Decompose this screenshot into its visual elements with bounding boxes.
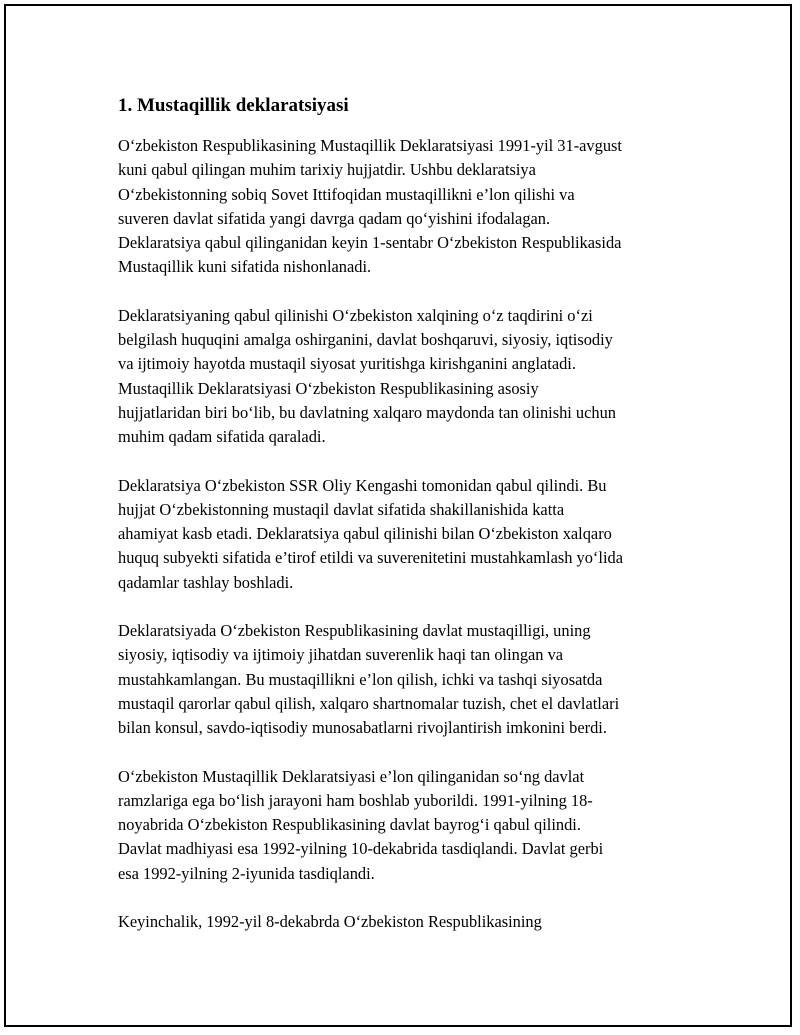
text-line: muhim qadam sifatida qaraladi.: [118, 427, 326, 447]
text-line: huquq subyekti sifatida e’tirof etildi va suverenitetini mustahkamlash yo‘lida: [118, 548, 623, 568]
text-line: Deklaratsiyada O‘zbekiston Respublikasining davlat mustaqilligi, uning: [118, 621, 591, 641]
text-line: Deklaratsiya O‘zbekiston SSR Oliy Kengashi tomonidan qabul qilindi. Bu: [118, 475, 607, 495]
text-line: ramzlariga ega bo‘lish jarayoni ham boshlab yuborildi. 1991-yilning 18-: [118, 790, 593, 810]
text-line: siyosiy, iqtisodiy va ijtimoiy jihatdan suverenlik haqi tan olingan va: [118, 645, 564, 665]
section-title: 1. Mustaqillik deklaratsiyasi: [118, 95, 349, 116]
text-line: qadamlar tashlay boshladi.: [118, 572, 294, 592]
text-line: Mustaqillik Deklaratsiyasi O‘zbekiston Respublikasining asosiy: [118, 378, 539, 398]
paragraph-3: [118, 474, 698, 595]
paragraph-4: [118, 619, 698, 740]
text-line: belgilash huquqini amalga oshirganini, davlat boshqaruvi, siyosiy, iqtisodiy: [118, 330, 613, 350]
paragraph-2: [118, 304, 698, 450]
text-line: noyabrida O‘zbekiston Respublikasining davlat bayrog‘i qabul qilindi.: [118, 815, 581, 835]
text-line: esa 1992-yilning 2-iyunida tasdiqlandi.: [118, 863, 375, 883]
text-line: Keyinchalik, 1992-yil 8-dekabrda O‘zbekiston Respublikasining: [118, 912, 542, 932]
text-line: Deklaratsiya qabul qilinganidan keyin 1-sentabr O‘zbekiston Respublikasida: [118, 233, 622, 253]
paragraph-5: [118, 765, 698, 886]
text-line: hujjatlaridan biri bo‘lib, bu davlatning xalqaro maydonda tan olinishi uchun: [118, 402, 616, 422]
text-line: O‘zbekistonning sobiq Sovet Ittifoqidan mustaqillikni e’lon qilishi va: [118, 184, 575, 204]
text-line: mustahkamlangan. Bu mustaqillikni e’lon qilish, ichki va tashqi siyosatda: [118, 669, 603, 689]
paragraph-6: [118, 910, 698, 934]
text-line: Deklaratsiyaning qabul qilinishi O‘zbekiston xalqining o‘z taqdirini o‘zi: [118, 305, 593, 325]
text-line: mustaqil qarorlar qabul qilish, xalqaro shartnomalar tuzish, chet el davlatlari: [118, 693, 620, 713]
text-line: ahamiyat kasb etadi. Deklaratsiya qabul qilinishi bilan O‘zbekiston xalqaro: [118, 524, 612, 544]
text-line: O‘zbekiston Mustaqillik Deklaratsiyasi e’lon qilinganidan so‘ng davlat: [118, 766, 585, 786]
text-line: suveren davlat sifatida yangi davrga qadam qo‘yishini ifodalagan.: [118, 208, 551, 228]
text-line: hujjat O‘zbekistonning mustaqil davlat sifatida shakillanishida katta: [118, 499, 565, 519]
text-line: Davlat madhiyasi esa 1992-yilning 10-dekabrida tasdiqlandi. Davlat gerbi: [118, 839, 604, 859]
paragraph-1: [118, 134, 698, 280]
text-line: va ijtimoiy hayotda mustaqil siyosat yuritishga kirishganini anglatadi.: [118, 354, 576, 374]
document-body: [118, 92, 698, 958]
text-line: kuni qabul qilingan muhim tarixiy hujjatdir. Ushbu deklaratsiya: [118, 160, 536, 180]
text-line: Mustaqillik kuni sifatida nishonlanadi.: [118, 257, 372, 277]
text-line: O‘zbekiston Respublikasining Mustaqillik Deklaratsiyasi 1991-yil 31-avgust: [118, 136, 622, 155]
text-line: bilan konsul, savdo-iqtisodiy munosabatlarni rivojlantirish imkonini berdi.: [118, 718, 607, 738]
